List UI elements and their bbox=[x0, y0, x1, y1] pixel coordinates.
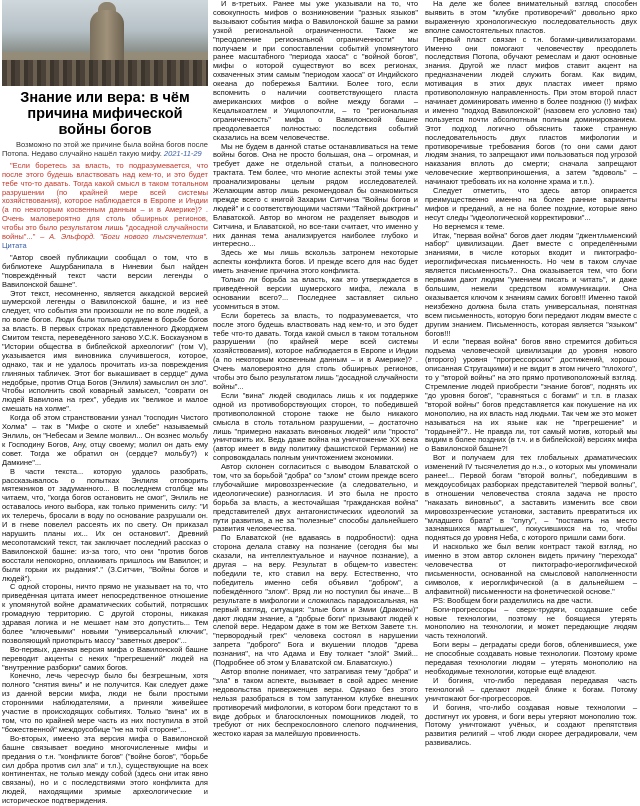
quote-text: "Если боретесь за власть, то подразумевается, что после этого будешь властвовать над кем-то, и это будет тебе что-то давать. Тогда какой смысл в таком тотальном разрушении (по крайней мере всей системы хозяйствования), которое наблюдается в Европе и Индии (а по некоторым косвенным данным – и в Америке)? . Очень маловероятно для столь обширных регионов, чтобы это было результатом лишь "досадной случайности войны"..." bbox=[2, 160, 208, 242]
ps-paragraph: PS: Вообщем боги разделились на две части. bbox=[433, 595, 593, 605]
paragraph: И если "первая война" богов явно стремится добиться подъема человеческой цивилизации до уровня нового (второго) уровня "прогрессорских" достижений, хорошо описанная Стругацкими) и не видит в этом ничего "плохого", то у "второй войны" на это прямо противоположный взгляд. Стремление людей приобрести "знание богов", поднять их "до уровня богов", "сравняться с богами" и т.п. в глазах "второй войны" богов представляется как покушение на их монополию, на их власть над людьми. Так чем же это может называться на их языке как не "прегрешение" и "гордыней"?.. Не правда ли, тот самый мотив, который мы видим в более поздних (в т.ч. и в библейской) версиях мифа о Вавилонской башне?! bbox=[425, 337, 637, 454]
article-date[interactable]: 2021-11-29 bbox=[163, 148, 202, 158]
paragraph: Здесь же мы лишь вскользь затронем некоторые аспекты конфликта богов. И прежде всего для нас будет иметь значение причина этого конфликта. bbox=[213, 248, 418, 276]
paragraph: Только ли борьба за власть, как это утверждается в приведённой версии шумерского мифа, лежала в основании всего?... Последнее заставляет сильно усомниться в этом. bbox=[213, 275, 418, 311]
paragraph: "Автор своей публикации сообщал о том, что в библиотеке Ашурбанипала в Ниневии был найден "повреждённый текст части версии легенды о Вавилонской башне". bbox=[2, 252, 208, 289]
subtitle-text: Возможно по этой же причине была война богов после Потопа. Недаво случайно нашёл такую мифу. bbox=[2, 140, 208, 158]
article-subtitle bbox=[2, 141, 208, 159]
article-title: Знание или вера: в чём причина мифической войны богов bbox=[20, 90, 190, 138]
paragraph: И насколько же был велик контраст такой взгляд, но именно в этом автор склонен видеть причину "перехода" человечества от пиктографо-иероглифической письменности, основанной на смысловой наполненности символов, к иероглифической (а в дальнейшем – алфавитной) письменности на фонетической основе." bbox=[425, 542, 637, 596]
paragraph: В части текста... которую удалось разобрать, рассказывалось о попытках Энлиля отговорить мятежников от задуманного... В последнем столбце мы читаем, что, "когда богов остановить не смог", Энлиль не оставалось иного выбора, как только применить силу: "И их телеречь, бросали в воду по основание разрушали он. И в гневе повелел рассеять их по свету. Он приказал нарушить планы их... Их он остановил". Древний месопотамский текст, так заключает последний рассказ о Вавилонской башне: из-за того, что они "против богов восстали непокорно, оплакивать пришлось им Вавилон; и были горьки их рыдания"." (З.Ситчин, "Войны богов и людей"). bbox=[2, 466, 208, 583]
column-middle bbox=[213, 0, 418, 772]
paragraph: Во-вторых, имеено эта версия мифа о Вавилонской башне связывает воедино многочисленные мифы и предания о т.н. "конфликте богов" ("войне богов", "борьбе сил добра против сил зла" и т.п.), существующие на всех континентах, не только между собой (здесь они итак явно связаны), но и с последствиями этого конфликта для людей, находящими зримые археологические и историческое подтверждения. bbox=[2, 733, 208, 806]
paragraph: Если "вина" людей сводилась лишь к их поддержке одной из противоборствующих сторон, то победившей противоположной стороне также не было никакого смысла в столь тотальном разрушении, – достаточно лишь "примерно наказать виновных людей" или "просто" уничтожить их. Ведь даже война на уничтожение XX века (автор имеет в виду политику фашистской Германии) не сопровождалась полным уничтожением экономики. bbox=[213, 390, 418, 463]
paragraph: Во-первых, данная версия мифа о Вавилонской башне переводит акценты с неких "прегрешений" людей на "внутренние разборки" самих богов. bbox=[2, 644, 208, 672]
paragraph: Этот текст, несомненно, является аккадской версией шумерской легенды о Вавилонской башне, и из неё следует, что события эти произошли не по воле людей, а по воле богов. Люди были только орудием в борьбе богов за власть. В первых строках представленного Джорджем Смитом текста, переведённого заново У.С.К. Боскауэном в "Истории общества в библейской археологии" (том V), указывается имя виновника случившегося, которое, однако, так и не удалось прочитать из-за повреждения глиняных табличек. Этот бог выкашивает в сердце" дума недобрые, против Отца Богов (Энлиля) замыслил он зло". Чтобы исполнить свой коварный замысел, "соврати он людей Вавилона на грех", убедив их "великое и малое смешать на холме". bbox=[2, 288, 208, 414]
paragraph: Следует отметить, что здесь автор опирается преимущественно именно на более ранние варианты мифов и преданий, а не на более поздние, которые явно несут следы "идеологической корректировки"... bbox=[425, 186, 637, 222]
paragraph: С одной стороны, ничто прямо не указывает на то, что приведённая цитата имеет непосредственное отношение к упомянутой войне драматических событий, потрясших громадную территорию. С другой стороны, никакая здравая логика и не мешает нам это допустить... Тем более "ключевыми" новыми "универсальный ключик", позволяющий приоткрыть массу "заветных дверок"... bbox=[2, 582, 208, 645]
paragraph: Автор склонен согласиться с выводом Блаватской о том, что за борьбой "добра" со "злом" стоим прежде всего глубочайшие мировоззренческие (а следовательно, и идеологические) разногласия. И это была не просто борьба за власть, а жесточайшая "гражданская война" представителей двух антагонистических идеологий за пути развития, а не за "полезные" способы дальнейшего развития человечества. bbox=[213, 462, 418, 534]
epigraph-quote bbox=[2, 162, 208, 251]
paragraph: Итак, "первая война" богов дает людям "джентльменский набор" цивилизации. Дает вместе с определёнными знаниями, в числе которых входит и пиктографо-иероглифическая письменность. Но чем в таком случае является письменность?.. Она оказывается тем, что боги первыми дают людям "умением писать и читать", и даже большим, нежели средством коммуникации. Она оказывается ключом к знаниям самих богов!!! Именно такой неизбежно должна была стать универсальная, понятная всем письменность, которую боги передают людям вместе с другим знанием. Письменность, которая является "языком" богов!!! bbox=[425, 230, 637, 338]
article-photo bbox=[2, 0, 208, 86]
paragraph: Если боретесь за власть, то подразумевается, что после этого будешь властвовать над кем-то, и это будет тебе что-то давать. Тогда какой смысл в таком тотальном разрушении (по крайней мере всей системы хозяйствования), которое наблюдается в Европе и Индии (а по некоторым косвенным данным – и в Америке)? . Очень маловероятно для столь обширных регионов, чтобы это было результатом лишь "досадной случайности войны"... bbox=[213, 310, 418, 391]
paragraph: Боги-прогрессоры – сверх-трудяги, создавшие себе новые технологии, поэтому не боящиеся утерять монополию на технологии, и может передающие людям часть технологий. bbox=[425, 604, 637, 641]
paragraph: И богиня, что-либо создавая новые технологии – достигнут их уровня, и боги веры утеряют монополию тож. Потому уничтожают учёных, и создают препятствия развития религий – чтоб люди скорее деградировали, чем развивались. bbox=[425, 702, 637, 748]
col1-body bbox=[2, 254, 208, 806]
paragraph: Мы не будем в данной статье останавливаться на теме войны богов. Она не просто большая, она – огромная, и требует даже не отдельной статьи, а полновесного трактата. Тем более, что многие аспекты этой темы уже проанализированы целым рядом исследователей. Желающим автор лишь рекомендовал бы ознакомиться прежде всего с книгой Захарии Ситчина "Войны богов и людей" и с соответствующими частями "Тайной доктрины" Блаватской. Автор во многом не разделяет выводов и Ситчина, и Блаватской, но все-таки считает, что именно у них данная тема анализируется наиболее глубоко и интересно... bbox=[213, 141, 418, 249]
quote-cite-link[interactable]: Цитата bbox=[2, 240, 27, 250]
paragraph: Боги веры – деградаты среди богов, обленившиеся, уже не способные создавать новые технологии. Поэтому кроме передавая технологии людям – утерять монополию на необходимые технологии, которые ещё владеют. bbox=[425, 640, 637, 676]
paragraph: Автор вполне понимает, что затрагивая тему "добра" и "зла" в таком аспекте, вызывает в свой адрес мнение недовольства приверженцев веры. Однако без этого нельзя разобраться в том запутанном клубке внешних противоречий мифологии, в котором боги предстают то в виде добрых и благосклонных помощников людей, то требуют от них беспрекословного слепого подчинения, жестоко карая за малейшую провинность. bbox=[213, 666, 418, 739]
paragraph: Вот и получаем для тех глобальных драматических изменений IV тысячелетия до н.э., о которых мы упоминали ранее!... Первой богам "второй волны", победившим в междоусобицах разборках представителей "первой волны", в отношении человечества стояла задача не просто "наказать виновных", а заставить изменить все свои мировоззренческие установки, заставить превратиться их "младшего брата" в "спугу", – "поставить на место зазнавшихся мартышек", покусившихся на то, чтобы подняться до уровня Неба, с которого пришли сами боги. bbox=[425, 453, 637, 543]
paragraph: И богиня, что-либо передавая передавая часть технологий – сделают людей ближе к богам. Потому уничтожают бог-прогрессоров. bbox=[425, 675, 637, 703]
paragraph: И в-третьих. Ранее мы уже указывали на то, что совокупность мифов о возникновении "разных языков" вызывают события мифа о Вавилонской башне за рамки узкой региональной ограниченности. Также же "преодоление региональной ограниченности" мы получаем и при сопоставлении событий упомянутого ранее масштабного "периода хаоса" с "войной богов", мифы о которой существуют во всех регионах, охваченных этим самым "периодом хаоса" от Индийского океана до побережья Балтики. Более того, если вспомнить о наличии соответствующего пласта американских мифов о войне между богами – Кецалькоатлем и Уицилопочтли, – то "региональная ограниченность" мифа о Вавилонской башне преодолевается полностью: последствия событий сказались на всем человечестве. bbox=[213, 0, 418, 142]
paragraph: На деле же более внимательный взгляд способен выявить в этом "клубке противоречий" довольно ярко выраженную хронологическую последовательность двух вполне самостоятельных пластов. bbox=[425, 0, 637, 35]
column-left bbox=[2, 0, 208, 806]
paragraph: Первый пласт связан с т.н. богами-цивилизаторами. Именно они помогают человечеству преодолеть последствия Потопа, обучают ремеслам и дают основные знания. Другой же пласт мифов ставит акцент на предназначении людей служить богам. Как видим, мотивация в этих двух пластах имеет прямо противоположную направленность. При этом второй пласт начинает доминировать именно в более позднюю (!) мифах и именно "подход Вавилонской" (назовем его условно так) пользуется почти абсолютным полным доминированием. Этот подход логично объяснить также странную последовательность двух пластов мифологии и противоречивые требования богов (то они сами дают людям знания, то запрещают ими пользоваться под угрозой наказания вплоть до смерти; сначала запрещают человеческие жертвоприношения, а затем "вдоволь" – начинают требовать их на колонне храма и т.п.). bbox=[425, 34, 637, 187]
paragraph: Когда об этом странствовании узнал "господин Чистого Холма" – так в "Мифе о скоте и хлебе" называемый Энлиль, он "Небесам и Земле молвил... Он вознес мольбу к Господину Богов, Ану, отцу своему; молил он дать ему совет. Тогда же обратил он (сердце? мольбу?) к Дамкине"... bbox=[2, 413, 208, 467]
paragraph: По Блаватской (не вдаваясь в подробности): одна сторона делала ставку на познание (сегодня бы мы сказали, на интеллектуальное и научное познание), а другая – на веру. Результат в общем-то известен: победили те, кто ставил на веру. Естественно, что победитель именно себя объявил "добром", а побеждённого "злом". Вряд ли но поступил бы иначе... В результате в мифологии и сложилась парадоксальная, на первый взгляд, ситуация: "злые боги и Змии (Драконы)" дают людям знание, а "добрые боги" призывают людей к слепой вере. Недаром даже в том же Ветхом Завете т.н. "первородный грех" человека состоял в нарушении запрета "доброго" Бога и вкушении плодов "древа познания", на что Адама и Еву толкает "злой" Змий... (Подробнее об этом у Блаватской см. Блаватскую.) bbox=[213, 533, 418, 668]
column-right bbox=[425, 0, 637, 772]
quote-author: – А. Эльфорд. "Боги нового тысячелетия". bbox=[40, 232, 208, 242]
paragraph: Конечно, лечь чересчур было бы безгрешным, хотя полного "снятия вины" и не получится. Как следует даже из данной версии мифа, люди не были простыми сторонними наблюдателями, а приняли живейшее участие в происходящих событиях. Только "вина" их в том, что по крайней мере часть из них поступила в этой "божественной" междоусобице "не на той стороне"... bbox=[2, 671, 208, 734]
paragraph: Но вернемся к теме. bbox=[433, 221, 505, 231]
